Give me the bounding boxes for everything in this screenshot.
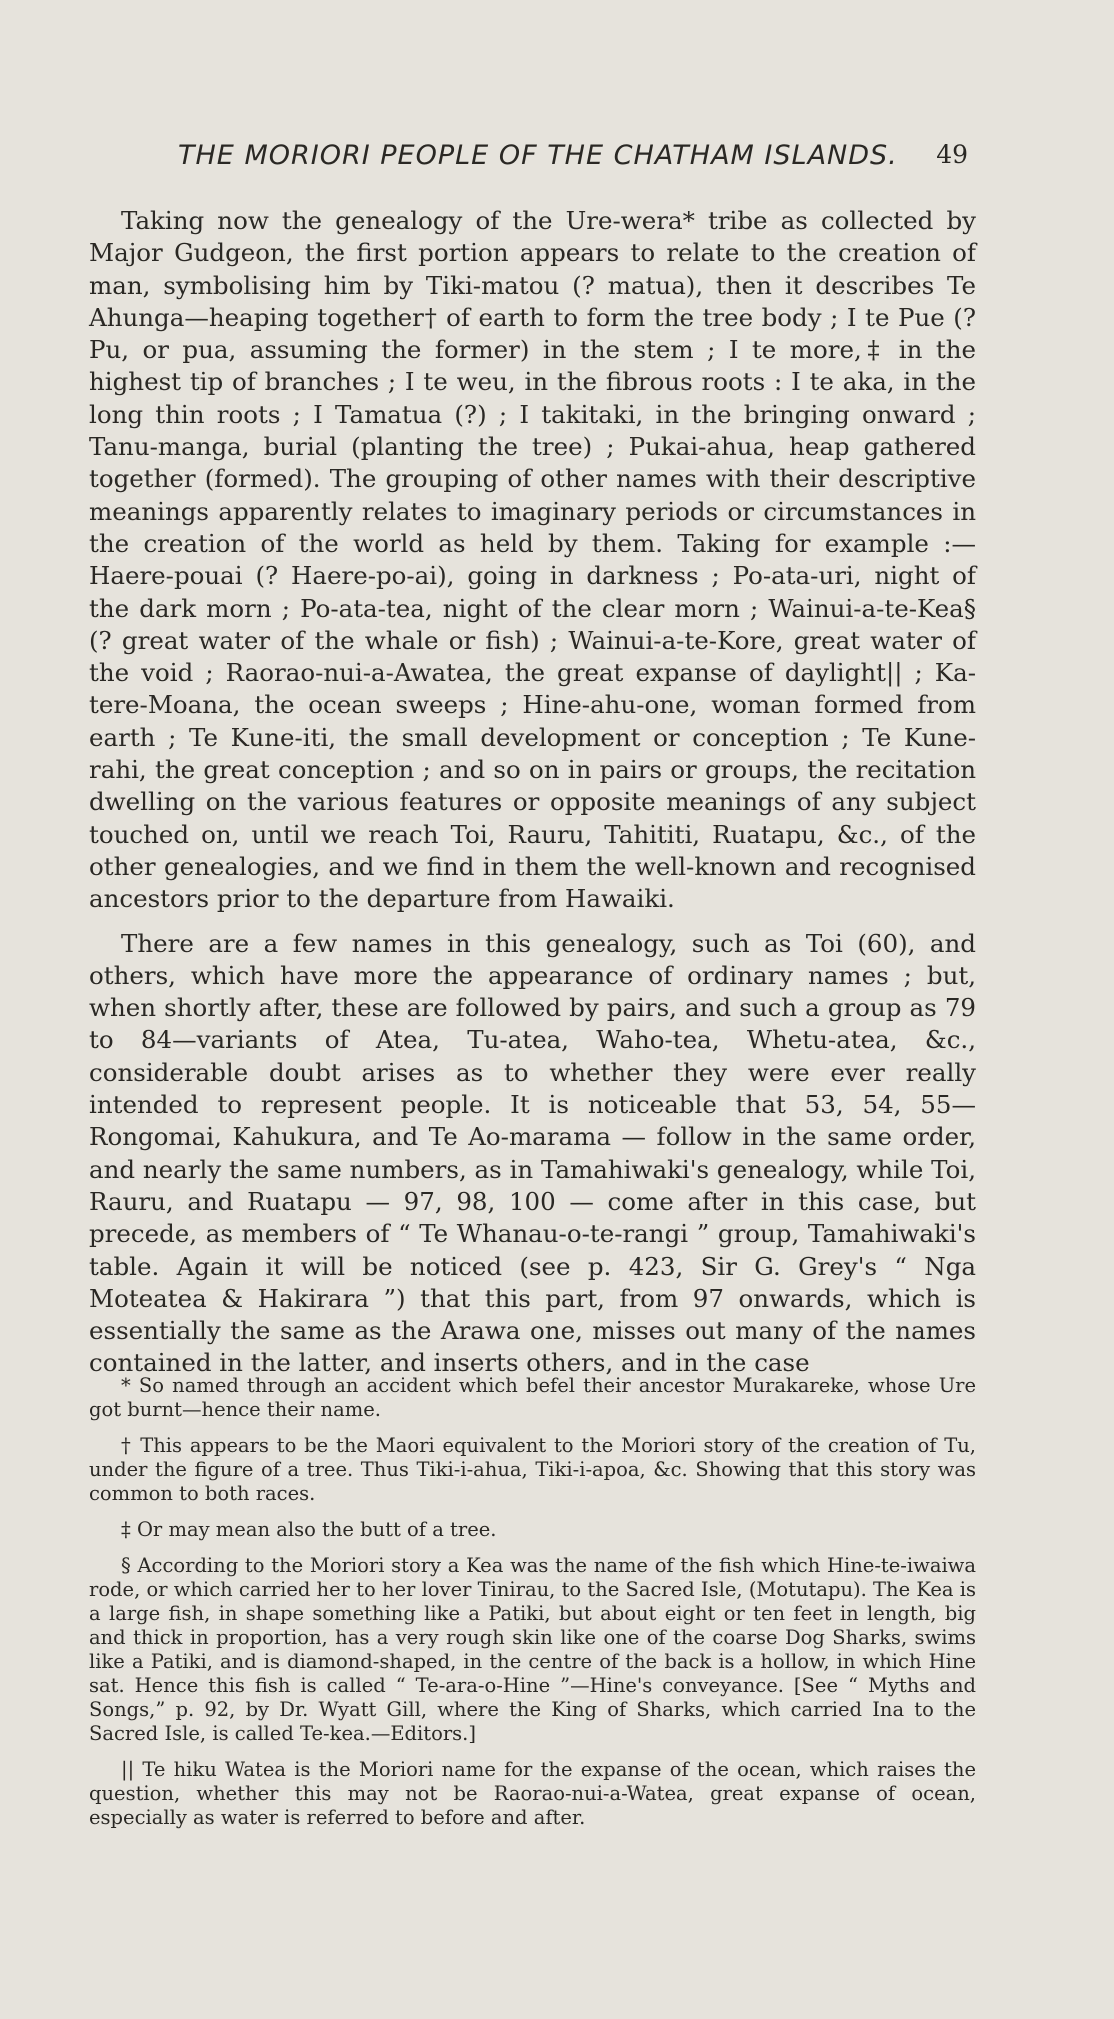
- page-header: [178, 140, 968, 180]
- footnote: * So named through an accident which befel their ancestor Murakareke, whose Ure got burnt—hence their name.: [89, 1374, 976, 1421]
- running-title: THE MORIORI PEOPLE OF THE CHATHAM ISLANDS.: [178, 140, 898, 171]
- footnote: § According to the Moriori story a Kea was the name of the fish which Hine-te-iwaiwa rode, or which carried her to her lover Tinirau, to the Sacred Isle, (Motutapu). The Kea is a large fish, in shape something like a Patiki, but about eight or ten feet in length, big and thick in proportion, has a very rough skin like one of the coarse Dog Sharks, swims like a Patiki, and is diamond-shaped, in the centre of the back is a hollow, in which Hine sat. Hence this fish is called “ Te-ara-o-Hine ”—Hine's conveyance. [See “ Myths and Songs,” p. 92, by Dr. Wyatt Gill, where the King of Sharks, which carried Ina to the Sacred Isle, is called Te-kea.—Editors.]: [89, 1554, 976, 1745]
- paragraph: There are a few names in this genealogy, such as Toi (60), and others, which have more the appearance of ordinary names ; but, when shortly after, these are followed by pairs, and such a group as 79 to 84—variants of Atea, Tu-atea, Waho-tea, Whetu-atea, &c., considerable doubt arises as to whether they were ever really intended to represent people. It is noticeable that 53, 54, 55—Rongomai, Kahukura, and Te Ao-marama — follow in the same order, and nearly the same numbers, as in Tamahiwaki's genealogy, while Toi, Rauru, and Ruatapu — 97, 98, 100 — come after in this case, but precede, as members of “ Te Whanau-o-te-rangi ” group, Tamahiwaki's table. Again it will be noticed (see p. 423, Sir G. Grey's “ Nga Moteatea & Hakirara ”) that this part, from 97 onwards, which is essentially the same as the Arawa one, misses out many of the names contained in the latter, and inserts others, and in the case: [89, 928, 976, 1378]
- footnote: ‡ Or may mean also the butt of a tree.: [121, 1518, 497, 1541]
- footnotes: [89, 1374, 976, 1842]
- footnote: || Te hiku Watea is the Moriori name for the expanse of the ocean, which raises the question, whether this may not be Raorao-nui-a-Watea, great expanse of ocean, especially as water is referred to before and after.: [89, 1758, 976, 1829]
- body-text: [89, 205, 976, 1392]
- paragraph: Taking now the genealogy of the Ure-wera* tribe as collected by Major Gudgeon, the first portion appears to relate to the creation of man, symbolising him by Tiki-matou (? matua), then it describes Te Ahunga—heaping together† of earth to form the tree body ; I te Pue (? Pu, or pua, assuming the former) in the stem ; I te more,‡ in the highest tip of branches ; I te weu, in the fibrous roots : I te aka, in the long thin roots ; I Tamatua (?) ; I takitaki, in the bringing onward ; Tanu-manga, burial (planting the tree) ; Pukai-ahua, heap gathered together (formed). The grouping of other names with their descriptive meanings apparently relates to imaginary periods or circumstances in the creation of the world as held by them. Taking for example :—Haere-pouai (? Haere-po-ai), going in darkness ; Po-ata-uri, night of the dark morn ; Po-ata-tea, night of the clear morn ; Wainui-a-te-Kea§ (? great water of the whale or fish) ; Wainui-a-te-Kore, great water of the void ; Raorao-nui-a-Awatea, the great expanse of daylight|| ; Ka-tere-Moana, the ocean sweeps ; Hine-ahu-one, woman formed from earth ; Te Kune-iti, the small development or conception ; Te Kune-rahi, the great conception ; and so on in pairs or groups, the recitation dwelling on the various features or opposite meanings of any subject touched on, until we reach Toi, Rauru, Tahititi, Ruatapu, &c., of the other genealogies, and we find in them the well-known and recognised ancestors prior to the departure from Hawaiki.: [89, 206, 976, 914]
- page-number: 49: [936, 140, 968, 169]
- footnote: † This appears to be the Maori equivalent to the Moriori story of the creation of Tu, under the figure of a tree. Thus Tiki-i-ahua, Tiki-i-apoa, &c. Showing that this story was common to both races.: [89, 1434, 976, 1505]
